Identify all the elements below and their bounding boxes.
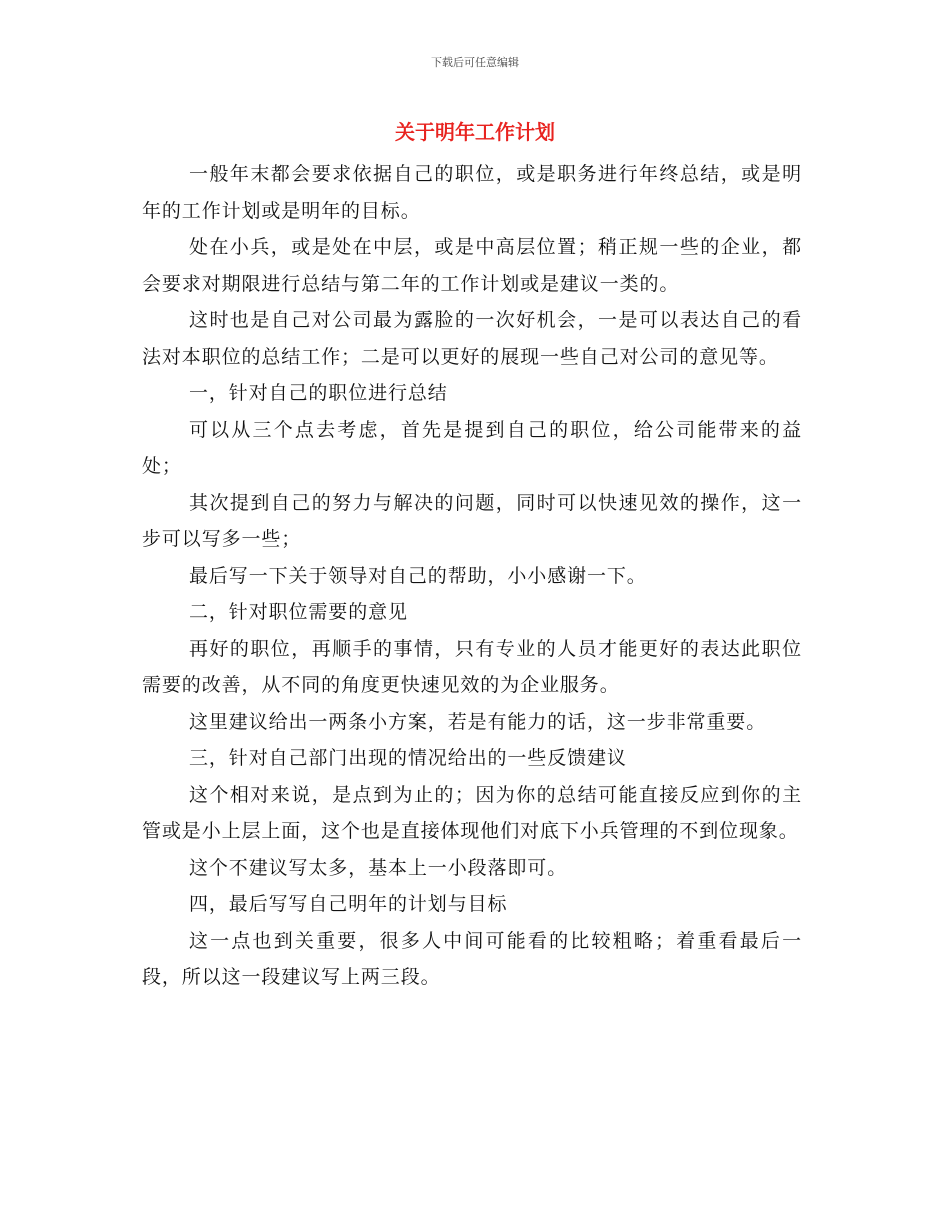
section-heading: 二，针对职位需要的意见 xyxy=(189,601,408,623)
paragraph: 其次提到自己的努力与解决的问题，同时可以快速见效的操作，这一步可以写多一些； xyxy=(142,491,802,550)
paragraph: 最后写一下关于领导对自己的帮助，小小感谢一下。 xyxy=(189,564,647,587)
paragraph: 这里建议给出一两条小方案，若是有能力的话，这一步非常重要。 xyxy=(189,710,767,733)
paragraph: 这一点也到关重要，很多人中间可能看的比较粗略；着重看最后一段，所以这一段建议写上两三段。 xyxy=(142,929,802,988)
section-heading: 一，针对自己的职位进行总结 xyxy=(189,382,448,404)
section-heading: 四，最后写写自己明年的计划与目标 xyxy=(189,893,508,915)
document-body xyxy=(142,156,802,996)
page-header: 下载后可任意编辑 xyxy=(431,56,519,69)
paragraph: 一般年末都会要求依据自己的职位，或是职务进行年终总结，或是明年的工作计划或是明年的目标。 xyxy=(142,163,802,222)
paragraph: 这个相对来说，是点到为止的；因为你的总结可能直接反应到你的主管或是小上层上面，这个也是直接体现他们对底下小兵管理的不到位现象。 xyxy=(142,783,802,842)
section-heading: 三，针对自己部门出现的情况给出的一些反馈建议 xyxy=(189,747,627,769)
paragraph: 这时也是自己对公司最为露脸的一次好机会，一是可以表达自己的看法对本职位的总结工作；二是可以更好的展现一些自己对公司的意见等。 xyxy=(142,309,802,368)
paragraph: 可以从三个点去考虑，首先是提到自己的职位，给公司能带来的益处； xyxy=(142,418,802,477)
document-title: 关于明年工作计划 xyxy=(395,120,555,144)
paragraph: 处在小兵，或是处在中层，或是中高层位置；稍正规一些的企业，都会要求对期限进行总结与第二年的工作计划或是建议一类的。 xyxy=(142,236,802,295)
paragraph: 这个不建议写太多，基本上一小段落即可。 xyxy=(189,856,568,879)
paragraph: 再好的职位，再顺手的事情，只有专业的人员才能更好的表达此职位需要的改善，从不同的角度更快速见效的为企业服务。 xyxy=(142,637,802,696)
